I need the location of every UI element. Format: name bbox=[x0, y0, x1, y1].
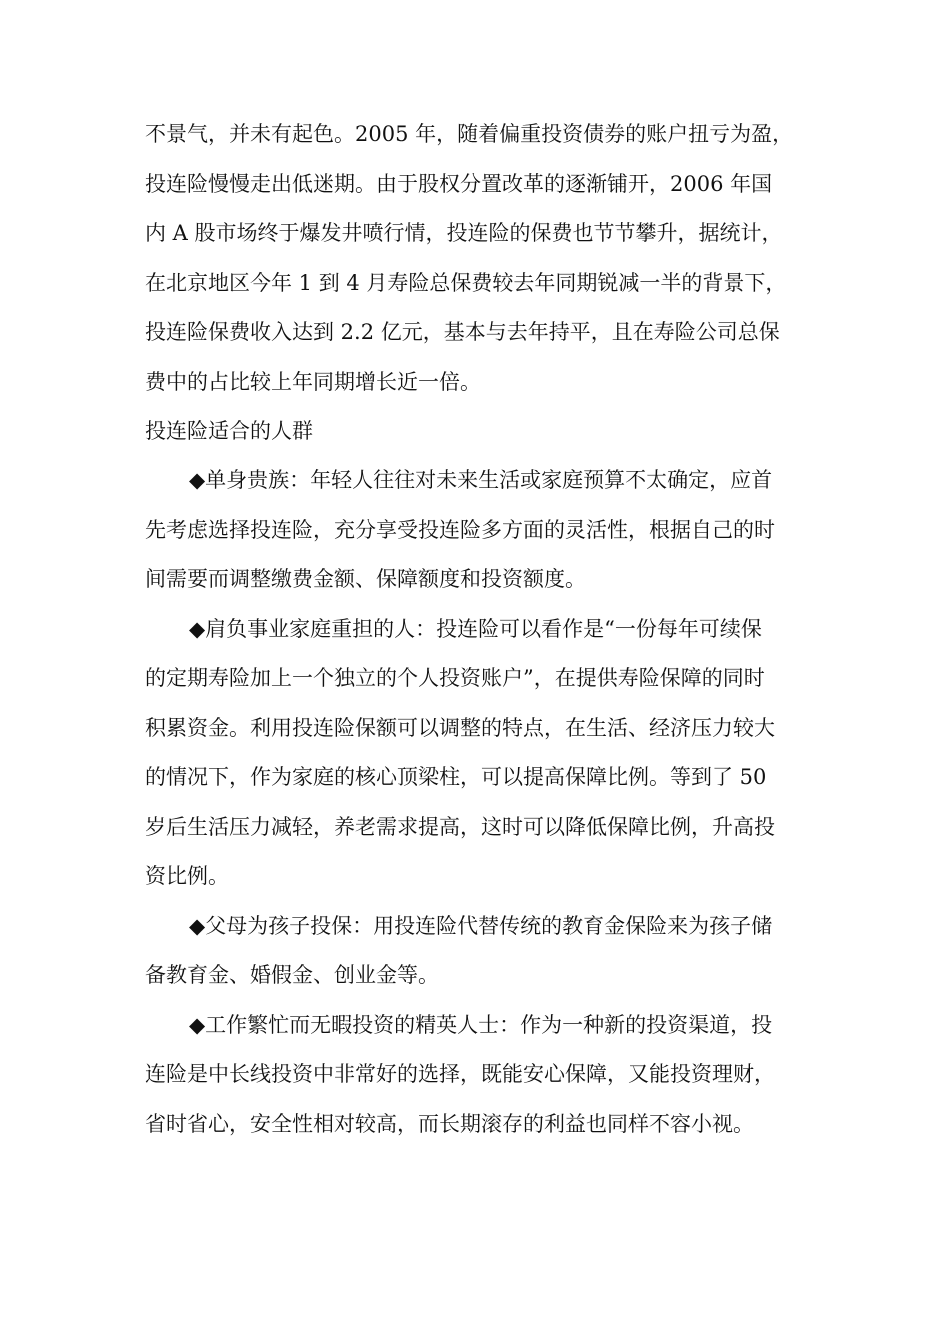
text-line: 先考虑选择投连险，充分享受投连险多方面的灵活性，根据自己的时 bbox=[145, 517, 775, 542]
text-line: 间需要而调整缴费金额、保障额度和投资额度。 bbox=[145, 567, 586, 591]
text-line: 省时省心，安全性相对较高，而长期滚存的利益也同样不容小视。 bbox=[145, 1111, 754, 1136]
text-line: 不景气，并未有起色。2005 年，随着偏重投资债券的账户扭亏为盈， bbox=[145, 122, 794, 146]
text-line: 费中的占比较上年同期增长近一倍。 bbox=[145, 369, 481, 394]
text-line: ◆父母为孩子投保：用投连险代替传统的教育金保险来为孩子储 bbox=[189, 913, 773, 938]
text-line: 投连险慢慢走出低迷期。由于股权分置改革的逐渐铺开，2006 年国 bbox=[145, 171, 773, 196]
list-item-elite bbox=[145, 1001, 810, 1150]
list-item-parents bbox=[145, 902, 810, 1001]
text-line: 备教育金、婚假金、创业金等。 bbox=[145, 963, 439, 987]
text-line: 积累资金。利用投连险保额可以调整的特点，在生活、经济压力较大 bbox=[145, 715, 775, 740]
text-line: ◆肩负事业家庭重担的人：投连险可以看作是“一份每年可续保 bbox=[189, 616, 762, 641]
text-line: 内 A 股市场终于爆发井喷行情，投连险的保费也节节攀升，据统计， bbox=[145, 221, 783, 245]
text-line: ◆单身贵族：年轻人往往对未来生活或家庭预算不太确定，应首 bbox=[189, 468, 773, 492]
section-heading: 投连险适合的人群 bbox=[145, 419, 313, 443]
text-line: 投连险保费收入达到 2.2 亿元，基本与去年持平，且在寿险公司总保 bbox=[145, 320, 780, 344]
intro-paragraph bbox=[145, 110, 810, 407]
text-line: 岁后生活压力减轻，养老需求提高，这时可以降低保障比例，升高投 bbox=[145, 814, 775, 839]
document-body bbox=[145, 110, 810, 1149]
text-line: 的定期寿险加上一个独立的个人投资账户”，在提供寿险保障的同时 bbox=[145, 666, 765, 690]
text-line: 在北京地区今年 1 到 4 月寿险总保费较去年同期锐减一半的背景下， bbox=[145, 270, 787, 295]
list-item-single bbox=[145, 456, 810, 605]
text-line: 的情况下，作为家庭的核心顶梁柱，可以提高保障比例。等到了 50 bbox=[145, 765, 767, 789]
list-item-family bbox=[145, 605, 810, 902]
text-line: 资比例。 bbox=[145, 864, 229, 888]
text-line: ◆工作繁忙而无暇投资的精英人士：作为一种新的投资渠道，投 bbox=[189, 1012, 773, 1037]
text-line: 连险是中长线投资中非常好的选择，既能安心保障，又能投资理财， bbox=[145, 1062, 775, 1086]
